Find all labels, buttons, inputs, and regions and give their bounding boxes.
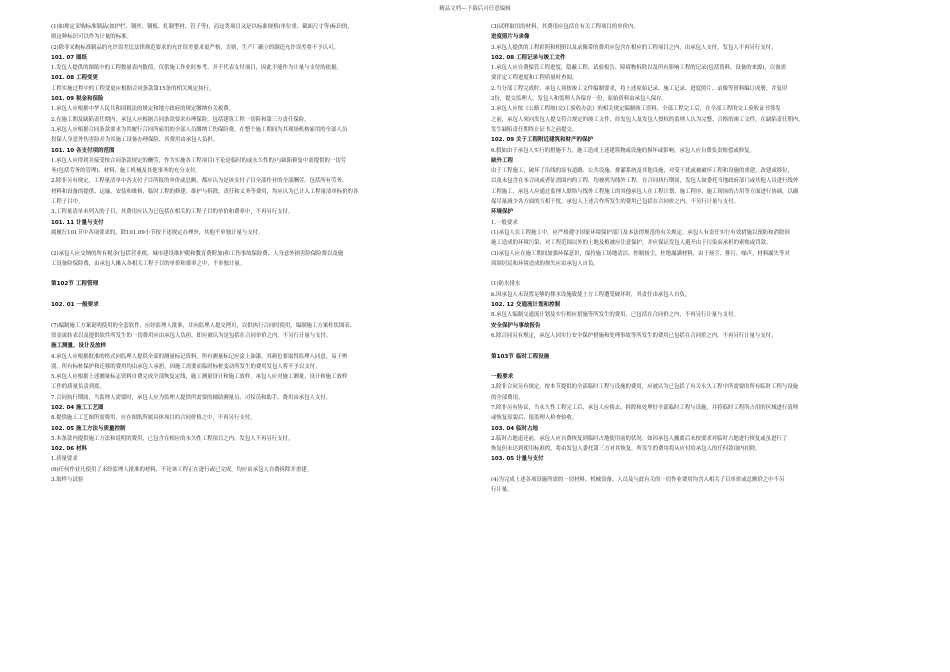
spacer xyxy=(491,341,899,351)
paragraph-line: 1.发包人提供的图纸中的工程数量表内数值，仅供施工作业时参考，并不代表支付项目，因此不能作为计量与支付的依据。 xyxy=(51,65,342,72)
paragraph-line: 2.当分部工程完成时，承包人须按竣工文件编制要求，将上述原始记录、施工记录、进度照片、录像等资料编订成册，并复印 xyxy=(491,85,788,92)
paragraph-line: 7.合同执行期间，当监理人需要时，承包人应为监理人提供所需要的辅助测量员、司仪员和助手，费用由承包人支付。 xyxy=(51,394,332,401)
paragraph-line: (1)承包人在工程施工中，应严格遵守国家环境保护部门及本法律规范的有关规定。承包人有责任实行有效措施以预防和消除因 xyxy=(491,229,790,236)
section-title: 一般要求 xyxy=(491,374,514,381)
paragraph-line: 属履行101节中各项要求的，除101.09小节按下述规定办理外，其他不单独计量与支付。 xyxy=(51,229,264,236)
paragraph-line: 3.承包人应按《公路工程竣(交)工验收办法》的相关规定编制竣工资料，全部工程完工后，在全部工程的交工验收证书签发 xyxy=(491,106,781,113)
section-title: 第103节 临时工程设施 xyxy=(491,353,550,360)
page-header: 精品文档---下载后可任意编辑 xyxy=(439,6,511,12)
paragraph-line: 5.承包人应根据上述测量标志资料自费完成全部恢复定线、施工测量设计和施工放样。承包人应对施工测量、设计和施工放样 xyxy=(51,374,348,381)
paragraph-line: (4)为完成上述各项设施所需的一切材料、机械设备、人员及与此有关的一切作业费用均含入相关子目单价或总额价之中不另 xyxy=(491,477,785,484)
section-title: 第102节 工程管理 xyxy=(51,281,99,288)
spacer xyxy=(51,238,459,248)
paragraph-line: 工程施工，承包人应通过监理人联络与线外工程施工的其他承包人在工程计划、施工程序、施工现场的占用等方面进行协调，以确 xyxy=(491,188,799,195)
paragraph-line: 3.除非合同另有规定，按本节提供的全部临时工程与设施的费用，应被认为已包括了有关永久工程中所需要的所有临时工程与设施 xyxy=(491,384,799,391)
paragraph-line: 工程子目中。 xyxy=(51,199,84,206)
paragraph-line: 7.除非另有协议，当永久性工程完工后，承包人应移去、拆除和处理好全部临时工程与设施，并将临时工程所占用的区域进行清理 xyxy=(491,404,799,411)
paragraph-line: 8.提供施工工艺图所需费用，应在图纸所属具体项目的合同价格之中，不再另行支付。 xyxy=(51,415,256,422)
paragraph-line: 施工造成的环境污染，对工程范围以外的土地及植被应注意保护，并应保证发包人避开由于污染而承担的索赔或罚款。 xyxy=(491,240,772,247)
paragraph-line: 1.承包人应自费保管工程进度，隐蔽工程、试验报告、障碍物拆除以及所有影响工程的记录(包括资料、设备的来源)，以备需 xyxy=(491,65,787,72)
paragraph-line: 6.除合同另有规定，承包人因实行安全保护措施和处理事故等所发生的费用已包括在合同价之内，不再另行计量与支付。 xyxy=(491,332,777,339)
paragraph-line: 或恢复原貌后，报监理人检查验收。 xyxy=(491,415,578,422)
subsection-heading: 101. 08 工程变更 xyxy=(51,75,99,82)
paragraph-line: b.因承包人未设置足够的排水设施致使土方工程遭受破坏时，其责任由承包人自负。 xyxy=(491,291,691,298)
paragraph-line: 由于工程施工，破坏了沿线的原有道路、公共设施、排灌系统及其他设施，对受干扰或被破坏工程和设施的重建、改建或移位， xyxy=(491,168,793,175)
subsection-heading: 进度照片与录像 xyxy=(491,34,530,41)
section-title: 102. 01 一般要求 xyxy=(51,302,99,309)
paragraph-line: 材料和设备的提供、运输、安装和维修，临时工程的修建、维护与拆除，责任和义务等费用，均应认为已计入工程量清单标价的各 xyxy=(51,188,359,195)
subsection-heading: 101. 11 计量与支付 xyxy=(51,219,104,226)
paragraph-line: 行计量。 xyxy=(491,487,513,494)
paragraph-line: 工程实施过程中的工程变更应根据合同条款第15条的相关规定执行。 xyxy=(51,85,215,92)
spacer xyxy=(491,465,899,475)
paragraph-line: 发生缺陷责任期终止证书之前提交。 xyxy=(491,126,578,133)
paragraph-line: (1)防水排水 xyxy=(491,281,521,288)
subsection-heading: 缺外工程 xyxy=(491,157,514,164)
spacer xyxy=(51,290,459,300)
paragraph-line: 资金流转表以及提供软件所发生的一切费用应由承包人负担，即应被认为是包括在合同单价之内，不另行计量与支付。 xyxy=(51,332,332,339)
paragraph-line: 3.承包人提供的工程彩照和相册以及录像带的费用应包含在相应的工程项目之内，由承包人支付，发包人不再另行支付。 xyxy=(491,44,777,51)
paragraph-line: 之前，承包人须向发包人提交符合规定的竣工文件，经发包人及发包人授权的监理人认为完整、合格的竣工文件，在缺陷责任期内， xyxy=(491,116,804,123)
paragraph-line: (6)任何作业凡使用了未经监理人批准的材料，不论该工程正在进行或已完成，均应由承包人自费拆除并重建。 xyxy=(51,466,312,473)
paragraph-line: 4.承包人应根据批准的格式向监理人提供全部的测量标记资料，所有测量标记应涂上油漆，其颜色要取得监理人同意，易于辨 xyxy=(51,353,348,360)
paragraph-line: 2份，提交监理人。发包人和监理人各保存一份，原始资料由承包人保存。 xyxy=(491,96,667,103)
subsection-heading: 施工测量、设计及放样 xyxy=(51,343,107,350)
paragraph-line: 以及未包含在本合同或者征需围内的工程，均被列为线外工程。在合同执行期间，发包人如委托当地政府部门或其他人员进行线外 xyxy=(491,178,799,185)
paragraph-line: 2.在施工期及缺陷责任期内，承包人应根据合同条款要求办理保险，包括建筑工程一切险和第三方责任保险。 xyxy=(51,116,310,123)
spacer xyxy=(491,362,899,372)
subsection-heading: 101. 07 图纸 xyxy=(51,54,88,61)
subsection-heading: 101. 10 各支付项的范围 xyxy=(51,147,115,154)
paragraph-line: 投保人身意外伤害险并为其施工设备办理保险，其费用由承包人负担。 xyxy=(51,137,219,144)
subsection-heading: 102. 05 施工方法与质量控制 xyxy=(51,425,126,432)
subsection-heading: 103. 04 临时占地 xyxy=(491,425,539,432)
paragraph-line: (7)编制施工方案说明使用的全套软件，应经监理人批准，并向监理人提交拷贝，以供执行合同时使用。编制施工方案柱状图表、 xyxy=(51,322,356,329)
subsection-heading: 101. 09 税金和保险 xyxy=(51,96,104,103)
paragraph-line: 1.一般要求 xyxy=(491,219,518,226)
paragraph-line: 3.工程量清单未列入的子目，其费用应认为已包括在相关的工程子目的单价和费率中，不再另行支付。 xyxy=(51,209,294,216)
paragraph-line: 3.承包人应根据合同条款要求为其履行合同所雇用的全部人员缴纳工伤保险费，在整个施工期间为其现场机构雇用的全部人员 xyxy=(51,126,348,133)
paragraph-line: 工设备险保险费，由承包人摊入各相关工程子目的单价和费率之中，不单独计量。 xyxy=(51,260,246,267)
paragraph-line: 的全部费用。 xyxy=(491,394,524,401)
paragraph-line: 工作的质量负责到底。 xyxy=(51,384,105,391)
paragraph-line: 5.本条款内提供施工方法和说明的费用，已包含在相应的永久性工程项目之内，发包人不再另行支付。 xyxy=(51,435,294,442)
paragraph-line: 8.承包人编制交通流计划及实行相应措施等所发生的费用，已包括在合同价之内，不再另行计量与支付。 xyxy=(491,312,739,319)
subsection-heading: 环境保护 xyxy=(491,209,514,216)
paragraph-line: (2)承包人应交纳的所有税金(包括营业税、城市建设维护税和教育费附加)和工伤事故保险费、人身意外损害险保险费以及施 xyxy=(51,250,344,257)
paragraph-line: (3)试样取用的材料，其费用应包括在有关工程项目的单价内。 xyxy=(491,24,639,30)
subsection-heading: 103. 05 计量与支付 xyxy=(491,456,544,463)
paragraph-line: 2.除非另有规定，工程量清单中各支付子目所报的单价或总额，都应认为是该支付子目全部作业的全部酬劳，包括所有劳务、 xyxy=(51,178,348,185)
paragraph-line: 别。所有标桩保护和迁移的费用均由承包人承担，因施工需要而临时标桩变动所发生的费用发包人将不予以支付。 xyxy=(51,363,321,370)
subsection-heading: 102. 12 交通流计划和控制 xyxy=(491,302,561,309)
paragraph-line: 1.承包人应得到并接受按合同条款规定的酬劳，作为实施各工程项目(不论是临时的或永久性的)与缺陷修复中需提供的一切劳 xyxy=(51,157,347,164)
paragraph-line: 务(包括劳务的管理)、材料、施工机械及其他事务的充分支付。 xyxy=(51,168,201,175)
spacer xyxy=(491,269,899,279)
paragraph-line: (2)除非采购标准制品的允许误差比法律规范要求的允许误差要求更严格，否则，生产厂确立的制造允许误差将不予认可。 xyxy=(51,44,339,51)
paragraph-line: (3)承包人应在施工期间加强环保意识，保持施工场地清洁、控制扬尘，杜绝漏满材料，由于扬尘、排污、噪声、材料漏失等对 xyxy=(491,250,790,257)
left-column xyxy=(51,22,459,485)
subsection-heading: 102. 06 材料 xyxy=(51,446,88,453)
paragraph-line: 3.取样与试验 xyxy=(51,477,84,484)
paragraph-line: 1.承包人应根据中华人民共和国税法的规定和地方政府的规定缴纳有关税费。 xyxy=(51,106,235,113)
paragraph-line: 2.临时占地退还前，承包人应自费恢复到临时占地使用前的状况。如因承包人撤离后未按要求对临时占地进行恢复或虽进行了 xyxy=(491,435,788,442)
spacer xyxy=(51,310,459,320)
subsection-heading: 102. 09 关于工程附近建筑和财产的保护 xyxy=(491,137,594,144)
paragraph-line: 1.质量要求 xyxy=(51,456,78,463)
paragraph-line: 则这种标识可以作为计量的标准。 xyxy=(51,34,132,41)
subsection-heading: 102. 08 工程记录与竣工文件 xyxy=(491,54,566,61)
paragraph-line: (1)如规定采购标准制品(如护栏、钢丝、钢板、轧制型材、管子等)，而这类项目又是以标准规格(单位重、截面尺寸等)标识的， xyxy=(51,24,353,30)
paragraph-line: 保尽量减少各方面的互相干扰。承包人上述合作所发生的费用已包括在合同价之内，不另行计量与支付。 xyxy=(491,199,739,206)
paragraph-line: 周围居民和环境造成的损失应由承包人自负。 xyxy=(491,260,599,267)
right-column xyxy=(491,22,899,496)
paragraph-line: 恢复但未达到使用标准的，将由发包人委托第三方对其恢复，所发生的费用将从应付给承包人的任何款项内扣除。 xyxy=(491,446,761,453)
spacer xyxy=(51,269,459,279)
paragraph-line: 要评定工程进度和工程质量时查阅。 xyxy=(491,75,578,82)
paragraph-line: 6.假如由于承包人实行的措施不力，施工造成上述建筑物或设施的损坏或影响，承包人应自费负责赔偿或修复。 xyxy=(491,147,755,154)
subsection-heading: 安全保护与事故报告 xyxy=(491,322,541,329)
subsection-heading: 102. 04 施工工艺图 xyxy=(51,404,104,411)
